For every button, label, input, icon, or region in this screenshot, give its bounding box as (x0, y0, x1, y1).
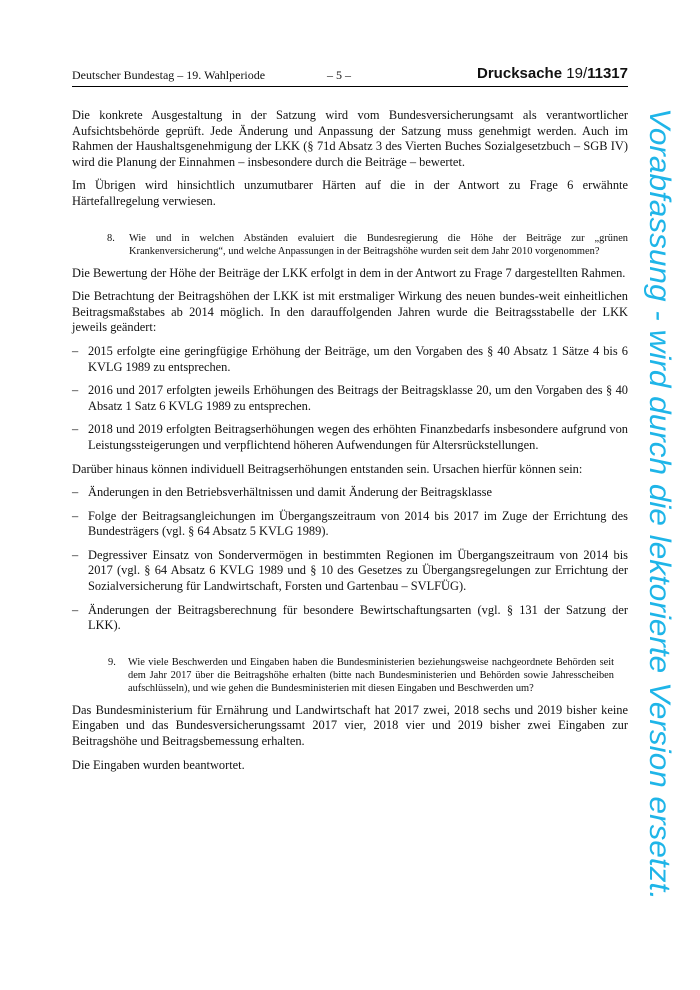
watermark-text: Vorabfassung - wird durch die lektorierte Version ersetzt. (643, 108, 676, 862)
paragraph-contribution-history: Die Betrachtung der Beitragshöhen der LKK ist mit erstmaliger Wirkung des neuen bundes-weit einheitlichen Beitragsmaßstabes ab 2014 möglich. In den darauffolgenden Jahren wurde die Beitragsstabelle der LKK jeweils geändert: (72, 289, 628, 335)
list-item-text: Änderungen der Beitragsberechnung für besondere Bewirtschaftungsarten (vgl. § 131 der Satzung der LKK). (88, 602, 628, 633)
list-dash: – (72, 508, 79, 523)
list-item (72, 485, 628, 501)
document-id: 11317 (587, 65, 628, 82)
list-dash: – (72, 547, 79, 562)
paragraph-answered: Die Eingaben wurden beantwortet. (72, 757, 245, 772)
document-label: Drucksache (477, 65, 563, 82)
list-item-text: 2018 und 2019 erfolgten Beitragserhöhungen wegen des erhöhten Finanzbedarfs insbesondere aufgrund von Leistungssteigerungen und verpflichtend höheren Aufwendungen für Altersrückstellungen. (88, 422, 628, 452)
paragraph-hardship: Im Übrigen wird hinsichtlich unzumutbarer Härten auf die in der Antwort zu Frage 6 erwähnte Härtefallregelung verwiesen. (72, 178, 628, 208)
watermark-svg (628, 108, 690, 908)
header-publication: Deutscher Bundestag – 19. Wahlperiode (72, 68, 266, 82)
question-8 (107, 232, 628, 258)
list-dash: – (72, 383, 79, 398)
list-item (72, 509, 628, 540)
document-period: 19 (566, 65, 583, 82)
document-body (72, 108, 628, 781)
paragraph-causes: Darüber hinaus können individuell Beitragserhöhungen entstanden sein. Ursachen hierfür können sein: (72, 461, 583, 476)
list-item (72, 422, 628, 453)
list-item (72, 344, 628, 375)
list-dash: – (72, 343, 79, 358)
list-item-text: Änderungen in den Betriebsverhältnissen und damit Änderung der Beitragsklasse (88, 485, 492, 500)
list-dash: – (72, 602, 79, 617)
list-item-text: Degressiver Einsatz von Sondervermögen in bestimmten Regionen im Übergangszeitraum von 2014 bis 2017 (vgl. § 64 Absatz 6 KVLG 1989 und § 10 des Gesetzes zu Übergangsregelungen zur Errichtung der Sozialversicherung für Landwirtschaft, Forsten und Gartenbau – SVLFÜG). (88, 547, 628, 594)
list-item (72, 383, 628, 414)
paragraph-complaints-count: Das Bundesministerium für Ernährung und Landwirtschaft hat 2017 zwei, 2018 sechs und 2019 bisher keine Eingaben und das Bundesversicherungssamt 2017 vier, 2018 vier und 2019 bisher zwei Eingaben zur Beitragshöhe und Beitragsbemessung erhalten. (72, 702, 628, 749)
question-number: 9. (108, 656, 116, 668)
question-text: Wie viele Beschwerden und Eingaben haben die Bundesministerien beziehungsweise nachgeordnete Behörden seit dem Jahr 2017 über die Beitragshöhe erhalten (bitte nach Bundesministerien und Behörden sowie Jahresscheiben aufschlüsseln), und wie gehen die Bundesministerien mit diesen Eingaben und Beschwerden um? (128, 656, 614, 694)
list-item-text: 2016 und 2017 erfolgten jeweils Erhöhungen des Beitrags der Beitragsklasse 20, um den Vorgaben des § 40 Absatz 1 Satz 6 KVLG 1989 zu entsprechen. (88, 383, 628, 413)
preliminary-version-watermark (628, 108, 690, 908)
paragraph-evaluation: Die Bewertung der Höhe der Beiträge der LKK erfolgt in dem in der Antwort zu Frage 7 dargestellten Rahmen. (72, 265, 626, 280)
document-number (477, 65, 628, 82)
list-item-text: 2015 erfolgte eine geringfügige Erhöhung der Beiträge, um den Vorgaben des § 40 Absatz 1 Sätze 4 bis 6 KVLG 1989 zu entsprechen. (88, 343, 628, 374)
list-dash: – (72, 485, 79, 500)
question-text: Wie und in welchen Abständen evaluiert die Bundesregierung die Höhe der Beiträge zur „grünen Krankenversicherung“, und welche Anpassungen in der Beitragshöhe wurden seit dem Jahr 2010 vorgenommen? (129, 232, 628, 257)
page-number: – 5 – (327, 68, 351, 82)
list-item (72, 603, 628, 634)
question-9 (108, 656, 614, 695)
document-separator: / (582, 65, 588, 82)
list-dash: – (72, 422, 79, 437)
question-number: 8. (107, 232, 115, 244)
list-item-text: Folge der Beitragsangleichungen im Übergangszeitraum von 2014 bis 2017 im Zuge der Errichtung des Bundesträgers (vgl. § 64 Absatz 5 KVLG 1989). (88, 508, 628, 539)
list-item (72, 548, 628, 595)
paragraph-supervision: Die konkrete Ausgestaltung in der Satzung wird vom Bundesversicherungsamt als verantwortlicher Aufsichtsbehörde geprüft. Jede Änderung und Anpassung der Satzung muss genehmigt werden. Auch im Rahmen der Haushaltsgenehmigung der LKK (§ 71d Absatz 3 des Vierten Buches Sozialgesetzbuch – SGB IV) wird die Planung der Einnahmen – insbesondere durch die Beiträge – bewertet. (72, 108, 628, 169)
page-header (72, 66, 628, 87)
